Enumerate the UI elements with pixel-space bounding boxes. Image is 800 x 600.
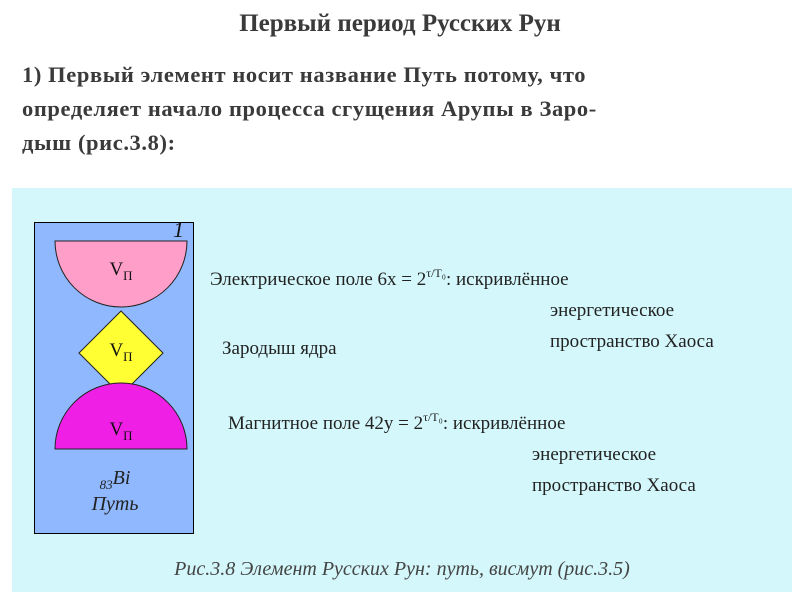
magnetic-field-line-3: пространство Хаоса bbox=[532, 475, 696, 496]
v-label-bottom: $V_П$ bbox=[109, 419, 133, 443]
paragraph-line-2: определяет начало процесса сгущения Арупы в Заро- bbox=[22, 96, 597, 121]
element-name: Путь bbox=[91, 493, 139, 515]
page-title: Первый период Русских Рун bbox=[239, 10, 561, 37]
intro-paragraph bbox=[22, 58, 784, 160]
figure-panel bbox=[12, 188, 792, 592]
element-symbol: $_{83}$Bi bbox=[99, 467, 131, 492]
electric-field-label: Электрическое поле $6x = 2^{\tau/T_0}$: искривлённое bbox=[210, 266, 569, 290]
rune-figure bbox=[34, 217, 194, 534]
electric-field-line-3: пространство Хаоса bbox=[550, 331, 714, 352]
figure-caption: Рис.3.8 Элемент Русских Рун: путь, висмут (рис.3.5) bbox=[174, 558, 630, 580]
magnetic-field-line-2: энергетическое bbox=[532, 444, 657, 465]
figure-number: 1 bbox=[173, 217, 184, 242]
v-label-top: $V_П$ bbox=[109, 259, 133, 283]
paragraph-line-1: 1) Первый элемент носит название Путь потому, что bbox=[22, 62, 587, 87]
magnetic-field-label: Магнитное поле $42y = 2^{\tau/T_0}$: искривлённое bbox=[228, 410, 566, 434]
electric-field-line-2: энергетическое bbox=[550, 300, 675, 321]
v-label-middle: $V_П$ bbox=[109, 340, 133, 364]
paragraph-line-3: дыш (рис.3.8): bbox=[22, 130, 176, 155]
nucleus-label: Зародыш ядра bbox=[222, 338, 337, 359]
